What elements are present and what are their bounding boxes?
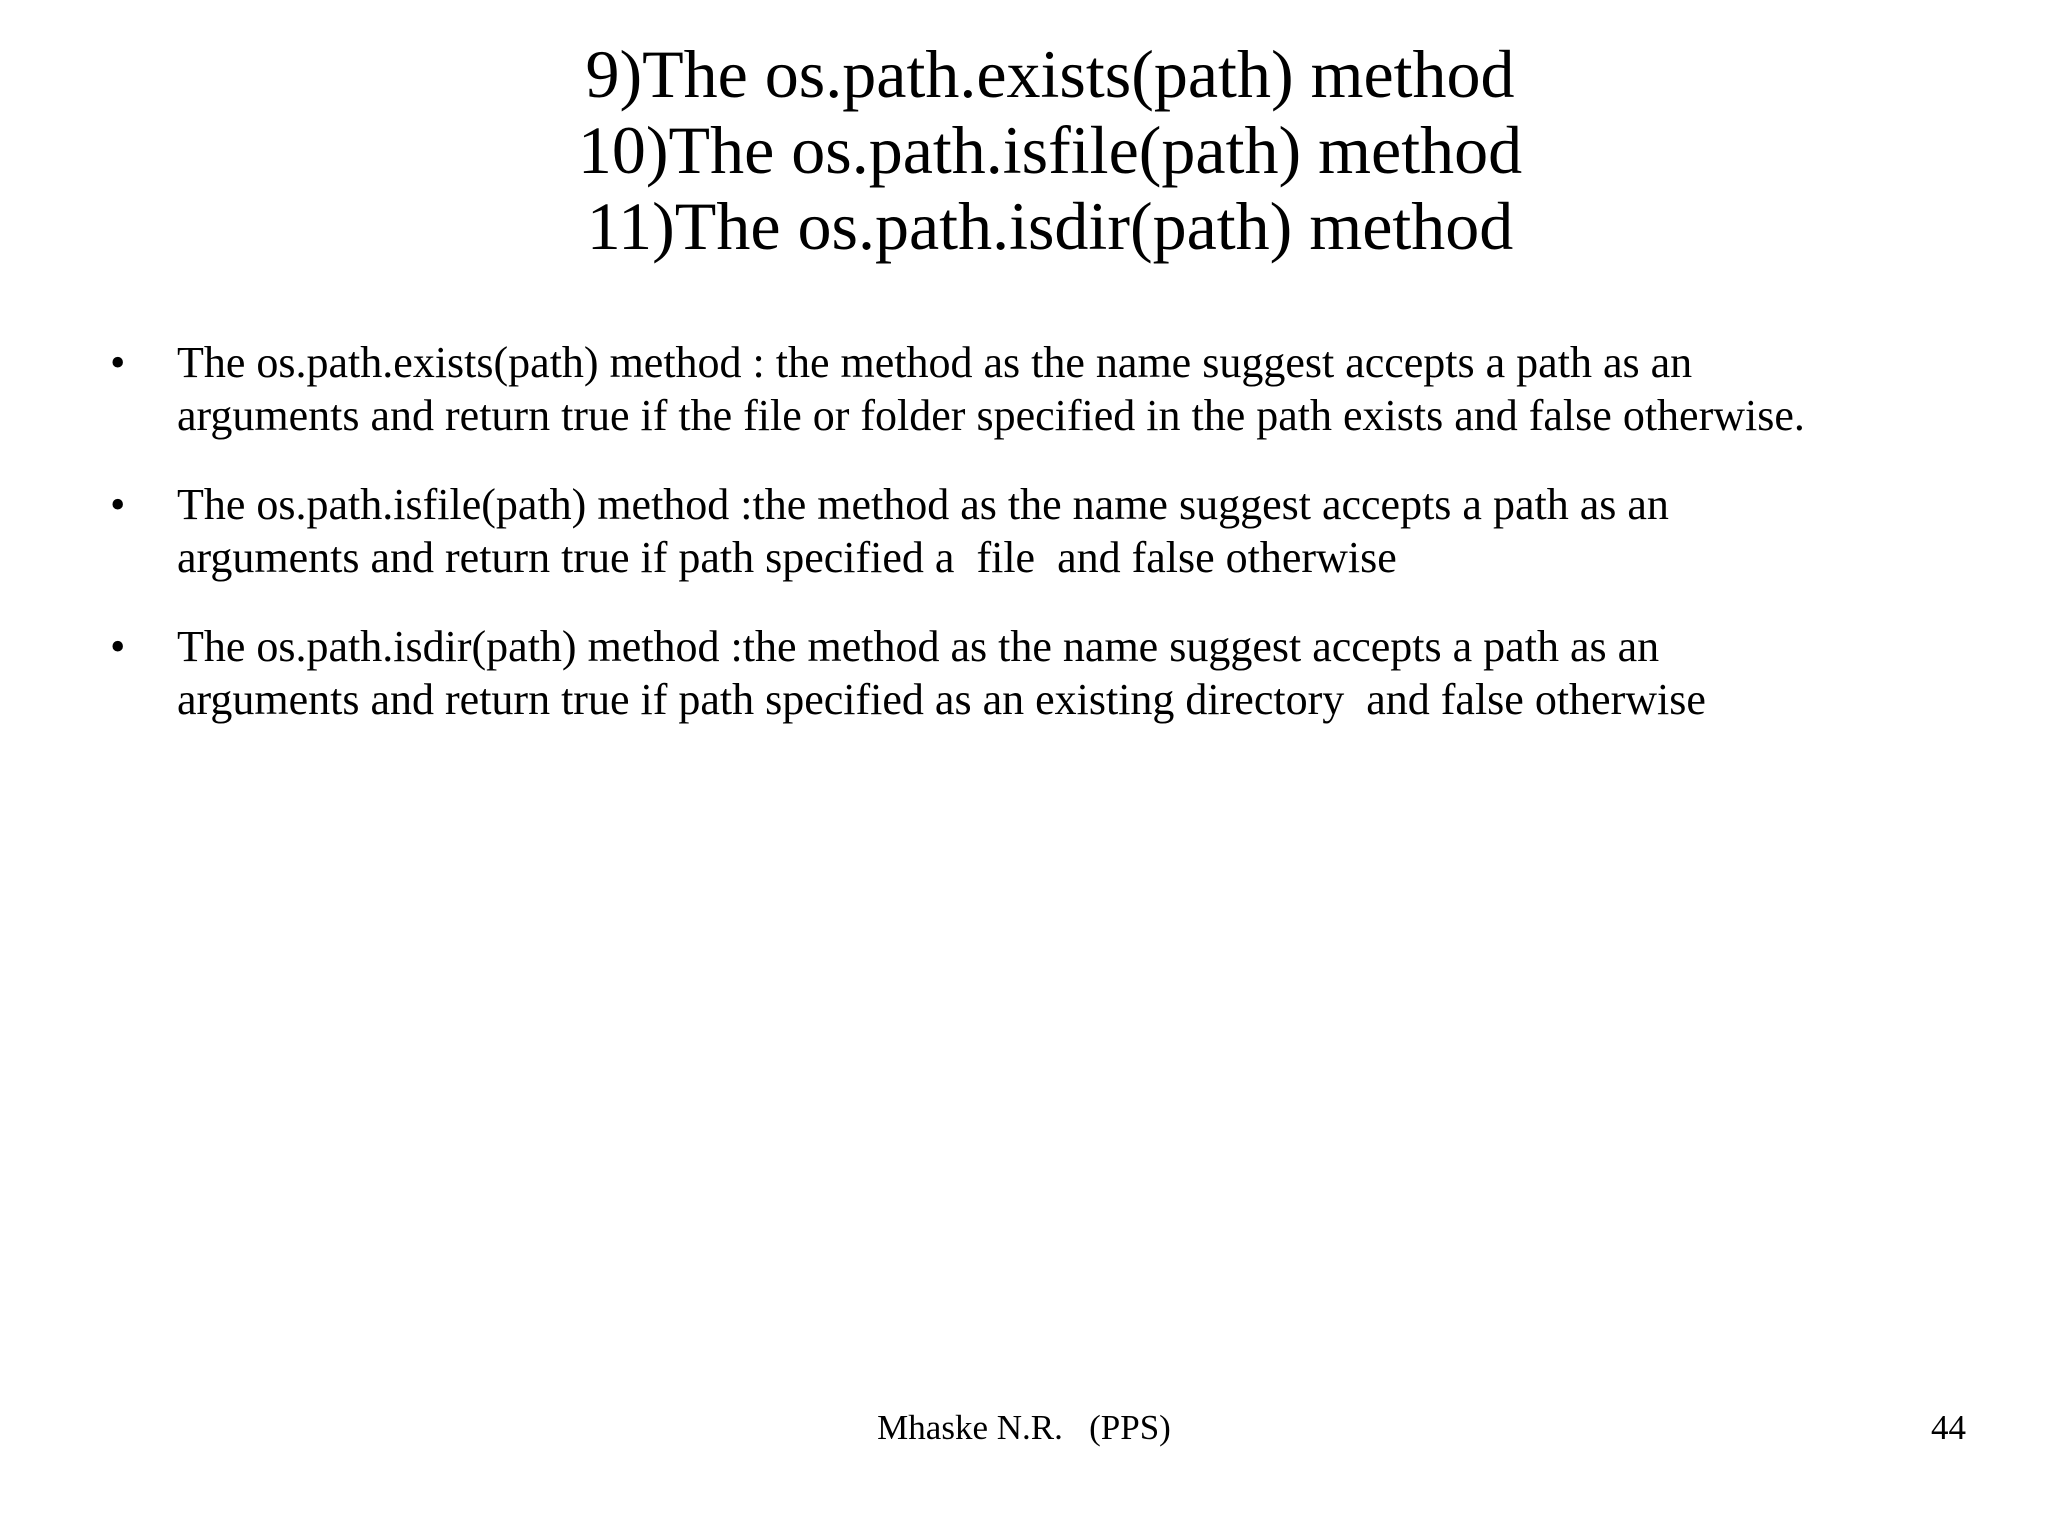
bullet-text-line-2: arguments and return true if the file or folder specified in the path exists and false otherwise. xyxy=(177,391,1805,440)
bullet-text-line-1: The os.path.exists(path) method : the method as the name suggest accepts a path as an xyxy=(177,338,1693,387)
title-line-3: 11)The os.path.isdir(path) method xyxy=(586,188,1514,264)
bullet-icon: • xyxy=(110,622,126,671)
bullet-item-isdir xyxy=(110,620,2010,726)
bullet-icon: • xyxy=(110,338,126,387)
title-line-1: 9)The os.path.exists(path) method xyxy=(585,36,1515,112)
bullet-text-line-1: The os.path.isdir(path) method :the method as the name suggest accepts a path as an xyxy=(177,622,1660,671)
bullet-text-line-2: arguments and return true if path specified a file and false otherwise xyxy=(177,533,1397,582)
slide-title xyxy=(0,36,2048,264)
bullet-item-exists xyxy=(110,336,2010,442)
page-number: 44 xyxy=(1931,1408,1966,1447)
footer-author: Mhaske N.R. (PPS) xyxy=(877,1408,1171,1447)
bullet-item-isfile xyxy=(110,478,2010,584)
title-line-2: 10)The os.path.isfile(path) method xyxy=(577,112,1523,188)
bullet-text-line-1: The os.path.isfile(path) method :the method as the name suggest accepts a path as an xyxy=(177,480,1669,529)
bullet-icon: • xyxy=(110,480,126,529)
bullet-text-line-2: arguments and return true if path specified as an existing directory and false otherwise xyxy=(177,675,1706,724)
bullet-list xyxy=(110,336,2010,762)
